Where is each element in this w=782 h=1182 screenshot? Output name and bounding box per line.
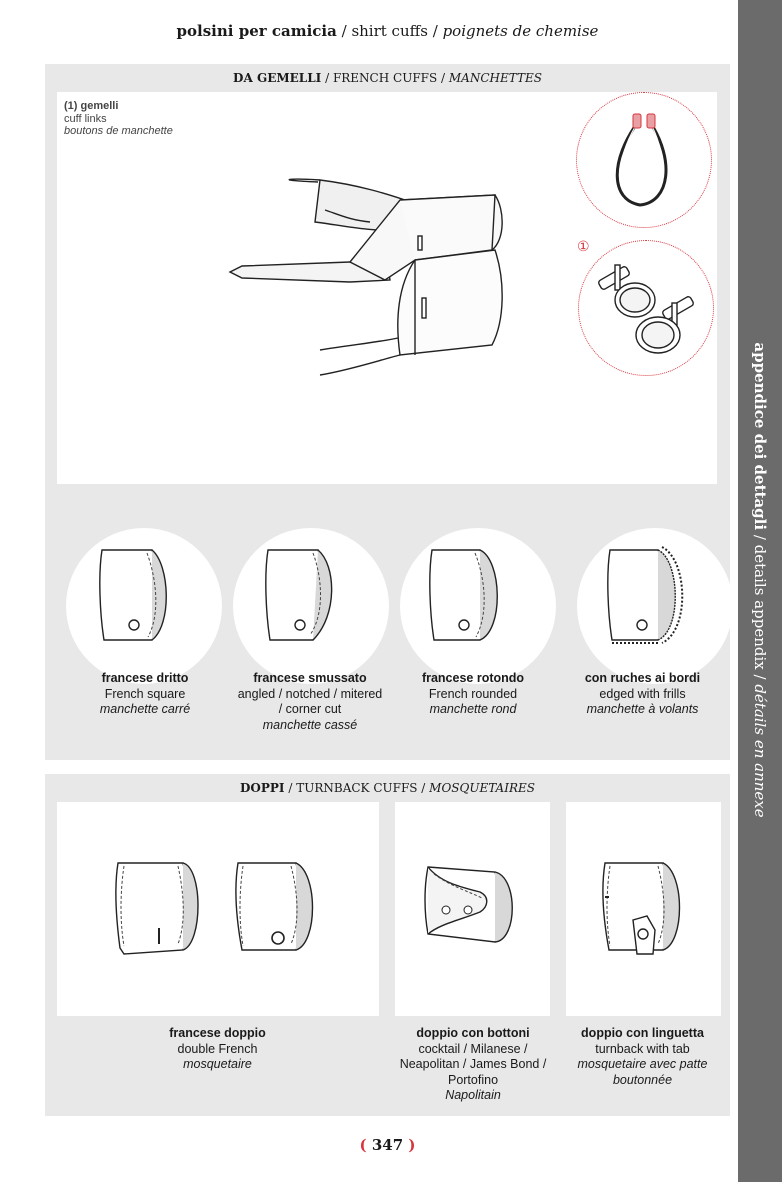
section-title-it: DA GEMELLI — [233, 71, 322, 85]
french-square-cuff-icon — [92, 545, 192, 645]
header-title-it: polsini per camicia — [176, 22, 337, 40]
page-header — [45, 22, 730, 40]
section-title — [45, 781, 730, 795]
caption-en: cocktail / Milanese / Neapolitan / James Bond / Portofino — [399, 1041, 547, 1087]
chain-cufflink-icon — [600, 110, 690, 220]
header-title-fr: poignets de chemise — [442, 22, 599, 40]
section-title-en: FRENCH CUFFS — [332, 71, 438, 85]
side-tab-en: details appendix — [751, 544, 769, 670]
caption-french-square — [50, 671, 240, 718]
header-separator: / — [336, 22, 352, 40]
section-title-fr: MOSQUETAIRES — [429, 781, 535, 795]
cuff-links-annotation — [64, 100, 173, 138]
side-tab-separator: / — [751, 669, 769, 685]
shirt-sleeve-illustration — [220, 170, 520, 385]
page-number-close: ) — [403, 1136, 416, 1154]
annotation-en: cuff links — [64, 112, 107, 125]
caption-en: turnback with tab — [595, 1041, 690, 1056]
caption-fr: mosquetaire avec patte boutonnée — [577, 1057, 708, 1087]
double-french-cuff-right-icon — [228, 858, 328, 958]
french-rounded-cuff-icon — [422, 545, 522, 645]
caption-it: francese dritto — [101, 671, 189, 685]
caption-fr: Napolitain — [445, 1088, 501, 1102]
caption-fr: manchette carré — [99, 702, 191, 716]
page-number-value: 347 — [371, 1136, 404, 1154]
caption-fr: manchette à volants — [586, 702, 699, 716]
french-angled-cuff-icon — [258, 545, 358, 645]
caption-en: angled / notched / mitered / corner cut — [237, 686, 383, 716]
callout-number: ① — [577, 238, 590, 254]
caption-it: con ruches ai bordi — [584, 671, 701, 685]
caption-it: doppio con bottoni — [416, 1026, 530, 1040]
caption-french-angled — [235, 671, 385, 733]
caption-fr: manchette cassé — [262, 717, 358, 732]
header-separator: / — [427, 22, 443, 40]
caption-fr: mosquetaire — [183, 1057, 252, 1071]
caption-en: French square — [104, 686, 186, 701]
page-number-open: ( — [359, 1136, 372, 1154]
section-title-separator: / — [321, 71, 333, 85]
side-tab-fr: détails en annexe — [751, 684, 769, 818]
caption-it: doppio con linguetta — [581, 1026, 704, 1040]
caption-frilled — [560, 671, 725, 718]
header-title-en: shirt cuffs — [351, 22, 428, 40]
section-title-fr: MANCHETTES — [448, 71, 542, 85]
section-title — [45, 71, 730, 85]
section-title-it: DOPPI — [240, 781, 285, 795]
section-title-separator: / — [417, 781, 430, 795]
double-french-box — [57, 802, 379, 1016]
cocktail-cuff-icon — [420, 862, 530, 952]
caption-double-french — [120, 1026, 315, 1073]
caption-french-rounded — [388, 671, 558, 718]
caption-en: double French — [177, 1041, 258, 1056]
cuff-links-icon — [590, 255, 705, 365]
caption-it: francese doppio — [169, 1026, 266, 1040]
side-tab-it: appendice dei dettagli — [751, 342, 769, 531]
caption-it: francese rotondo — [421, 671, 525, 685]
frilled-cuff-icon — [600, 545, 700, 645]
tab-cuff-icon — [595, 858, 695, 958]
annotation-it: (1) gemelli — [64, 100, 119, 112]
section-title-en: TURNBACK CUFFS — [296, 781, 418, 795]
caption-it: francese smussato — [253, 671, 367, 685]
page-number — [45, 1136, 730, 1154]
section-title-separator: / — [437, 71, 449, 85]
double-french-cuff-left-icon — [108, 858, 218, 958]
caption-en: edged with frills — [599, 686, 686, 701]
caption-cocktail — [397, 1026, 549, 1104]
annotation-fr: boutons de manchette — [64, 125, 173, 137]
caption-fr: manchette rond — [429, 702, 517, 716]
section-title-separator: / — [284, 781, 297, 795]
caption-tab — [565, 1026, 720, 1088]
caption-en: French rounded — [428, 686, 518, 701]
side-tab-text — [751, 130, 769, 1030]
side-tab — [738, 0, 782, 1182]
side-tab-separator: / — [751, 530, 769, 545]
